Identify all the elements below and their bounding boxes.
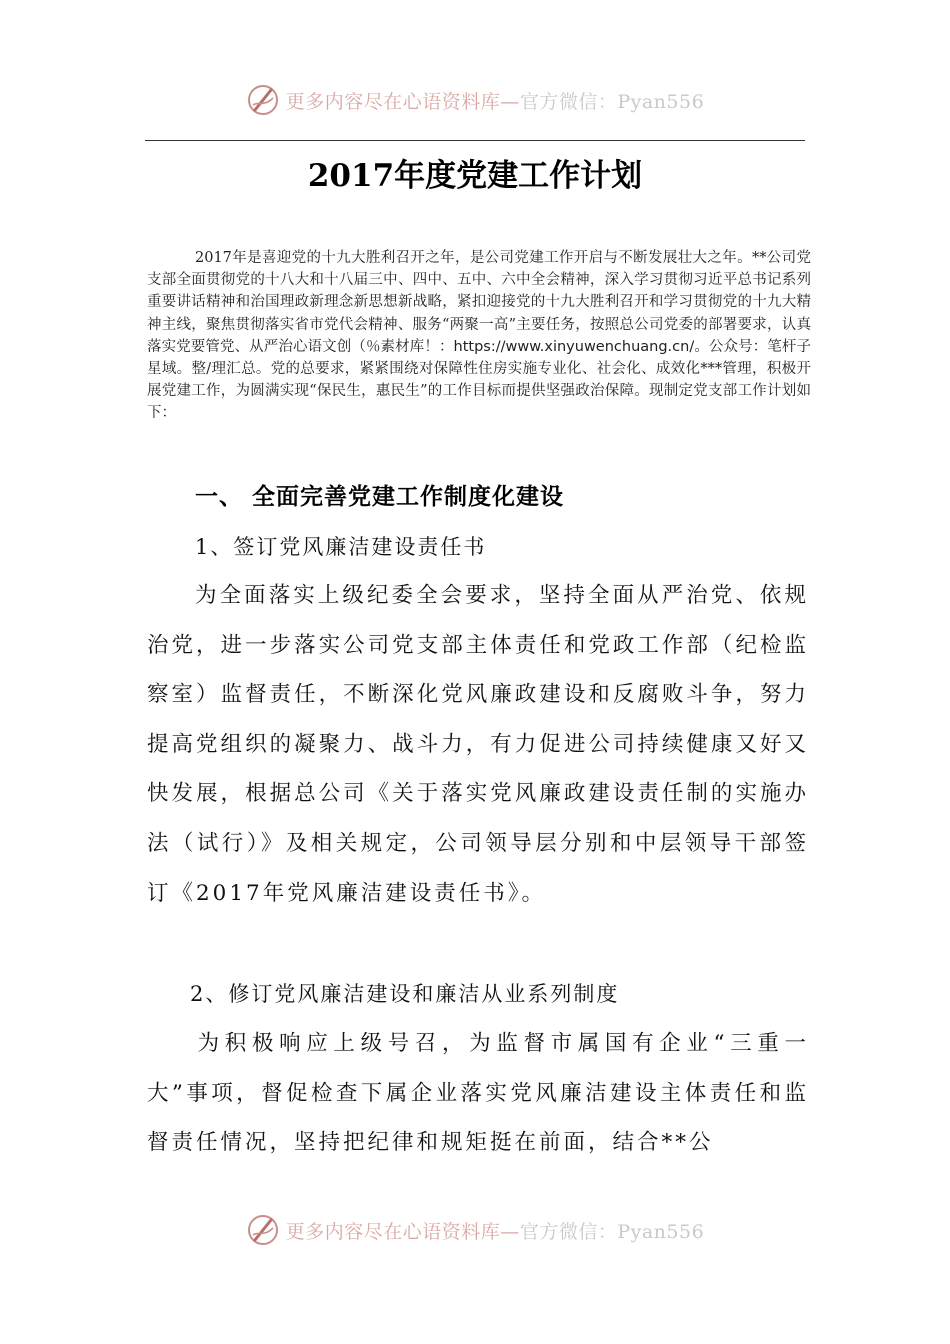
- header-banner: [0, 80, 950, 120]
- banner-text: 更多内容尽在心语资料库—官方微信：Pyan556: [285, 90, 705, 113]
- footer-banner: [0, 1210, 950, 1250]
- section-heading: 一、 全面完善党建工作制度化建设: [195, 484, 565, 510]
- pen-circle-logo-icon: [246, 1213, 280, 1247]
- banner-text: 更多内容尽在心语资料库—官方微信：Pyan556: [285, 1220, 705, 1243]
- intro-paragraph: 2017年是喜迎党的十九大胜利召开之年，是公司党建工作开启与不断发展壮大之年。**公司党支部全面贯彻党的十八大和十八届三中、四中、五中、六中全会精神，深入学习贯彻习近平总书记系列重要讲话精神和治国理政新理念新思想新战略，紧扣迎接党的十九大胜利召开和学习贯彻党的十九大精神主线，聚焦贯彻落实省市党代会精神、服务“两聚一高”主要任务，按照总公司党委的部署要求，认真落实党要管党、从严治心语文创（％素材库！：https://www.xinyuwenchuang.cn/。公众号：笔杆子星域。整/理汇总。党的总要求，紧紧围绕对保障性住房实施专业化、社会化、成效化***管理，积极开展党建工作，为圆满实现“保民生，惠民生”的工作目标而提供坚强政治保障。现制定党支部工作计划如下：: [147, 250, 811, 422]
- source-url: https://www.xinyuwenchuang.cn/: [453, 338, 695, 355]
- pen-circle-logo-icon: [246, 83, 280, 117]
- subsection-heading-2: 2、修订党风廉洁建设和廉洁从业系列制度: [190, 982, 620, 1006]
- subsection-2-paragraph: 为积极响应上级号召，为监督市属国有企业“三重一大”事项，督促检查下属企业落实党风廉洁建设主体责任和监督责任情况，坚持把纪律和规矩挺在前面，结合**公: [147, 1031, 809, 1156]
- header-rule: [145, 140, 805, 141]
- subsection-1-paragraph: 为全面落实上级纪委全会要求，坚持全面从严治党、依规治党，进一步落实公司党支部主体责任和党政工作部（纪检监察室）监督责任，不断深化党风廉政建设和反腐败斗争，努力提高党组织的凝聚力、战斗力，有力促进公司持续健康又好又快发展，根据总公司《关于落实党风廉政建设责任制的实施办法（试行）》及相关规定，公司领导层分别和中层领导干部签订《2017年党风廉洁建设责任书》。: [147, 583, 809, 906]
- subsection-heading-1: 1、签订党风廉洁建设责任书: [195, 535, 487, 559]
- page-title: 2017年度党建工作计划: [307, 158, 643, 194]
